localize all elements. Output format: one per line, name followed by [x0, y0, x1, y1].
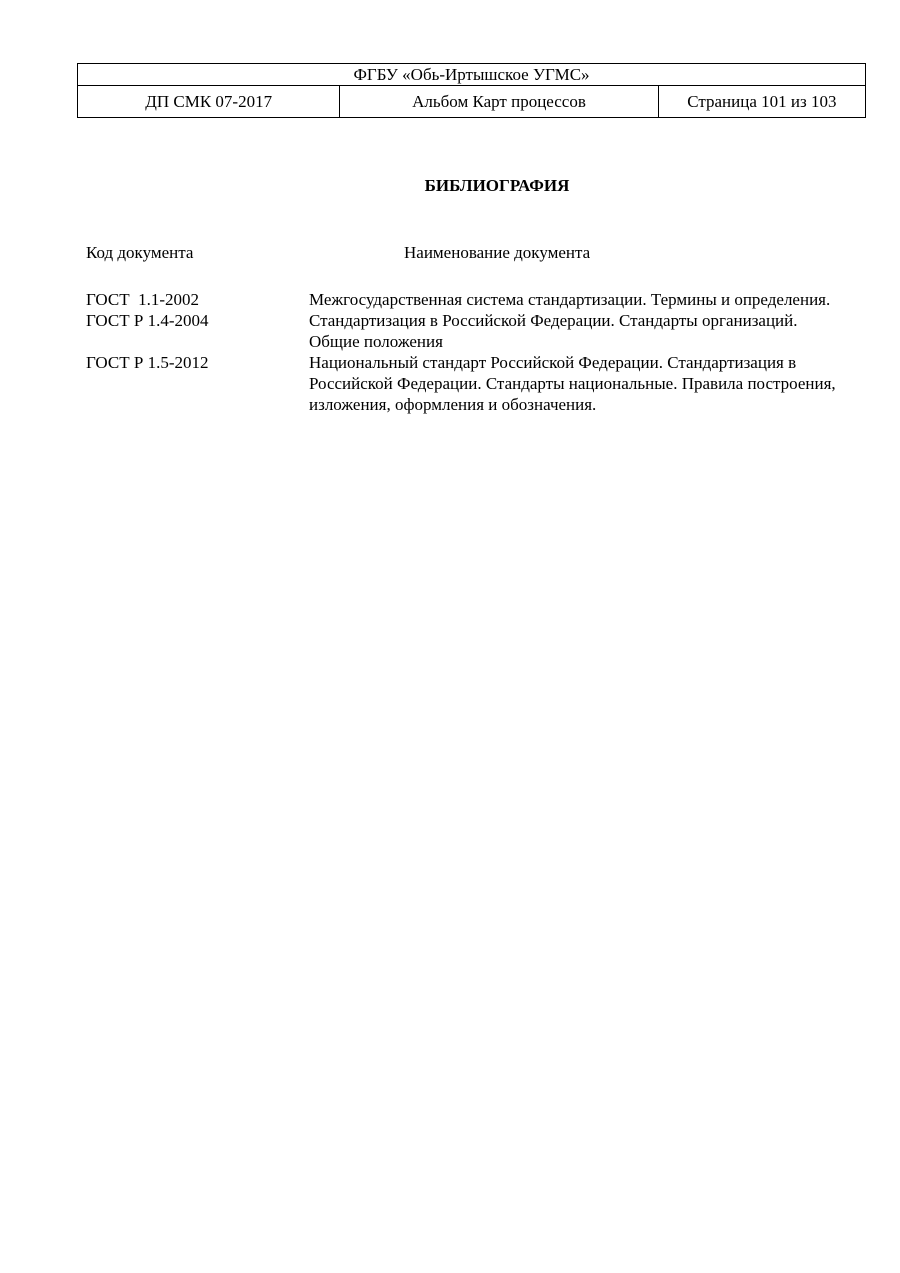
entry-name: Стандартизация в Российской Федерации. Стандарты организаций. Общие положения	[309, 311, 798, 351]
entry-name: Межгосударственная система стандартизации. Термины и определения.	[309, 290, 831, 309]
section-title: БИБЛИОГРАФИЯ	[424, 176, 570, 195]
entry-code: ГОСТ Р 1.4-2004	[86, 311, 209, 330]
document-code: ДП СМК 07-2017	[78, 86, 340, 118]
page-number: Страница 101 из 103	[658, 86, 865, 118]
bibliography-entry	[86, 289, 846, 310]
entry-code: ГОСТ 1.1-2002	[86, 290, 200, 309]
column-header-name: Наименование документа	[404, 243, 591, 262]
document-title: Альбом Карт процессов	[340, 86, 658, 118]
document-header	[77, 63, 866, 118]
column-header-code: Код документа	[86, 243, 194, 262]
entry-name: Национальный стандарт Российской Федерации. Стандартизация в Российской Федерации. Стандарты национальные. Правила построения, изложения, оформления и обозначения.	[309, 353, 836, 414]
bibliography-entry	[86, 310, 846, 352]
entry-code: ГОСТ Р 1.5-2012	[86, 353, 209, 372]
bibliography-entry	[86, 352, 846, 415]
bibliography-list	[86, 289, 846, 415]
organization-name: ФГБУ «Обь-Иртышское УГМС»	[78, 64, 866, 86]
